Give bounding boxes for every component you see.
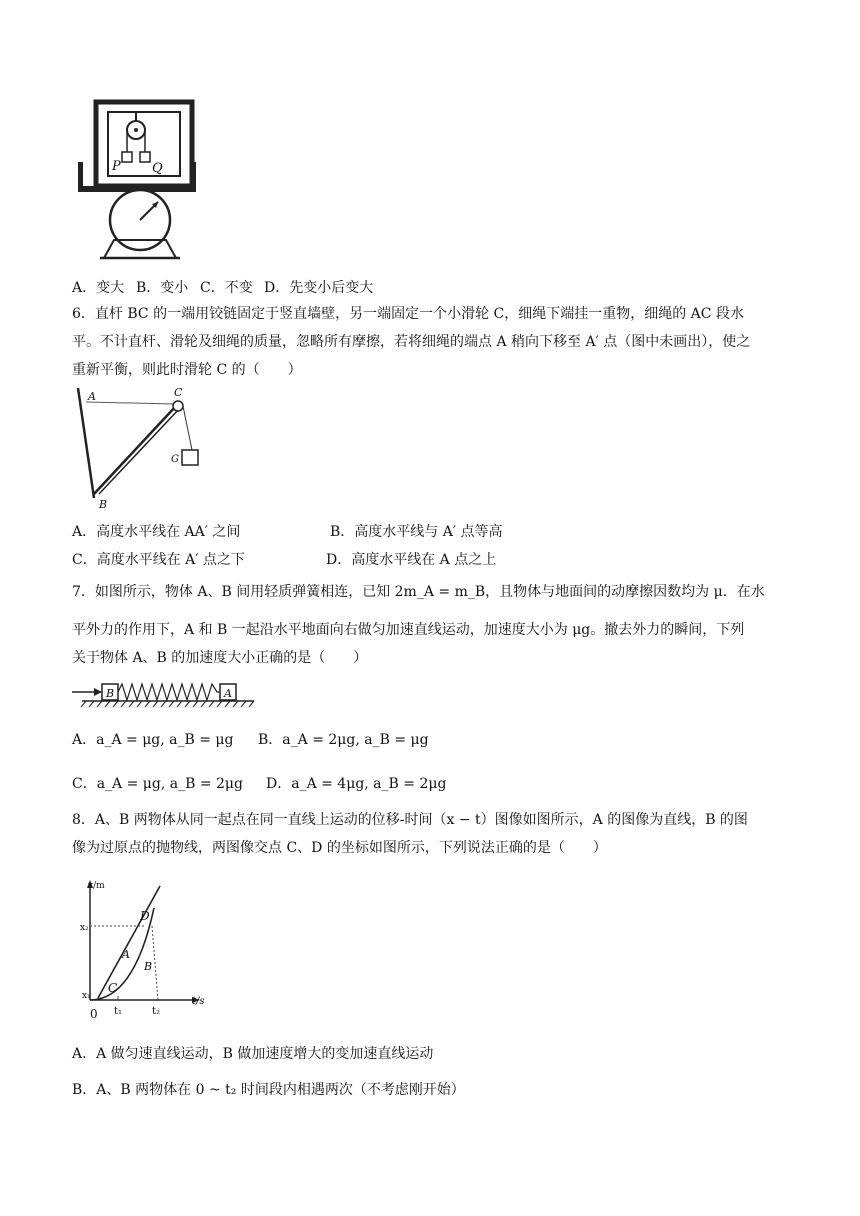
q6-figure-rod-pulley: [74, 388, 204, 513]
q8-label-ylabel: x/m: [88, 881, 105, 891]
q6-stem-line-3: 重新平衡，则此时滑轮 C 的（ ）: [72, 362, 302, 378]
q8-label-a: A: [122, 948, 130, 961]
q7-stem-line-3: 关于物体 A、B 的加速度大小正确的是（ ）: [72, 650, 368, 666]
q7-option-d: D．a_A = 4μg, a_B = 2μg: [266, 776, 447, 792]
q5-figure-scale-pulley: [74, 100, 204, 260]
q8-label-xlabel: t/s: [192, 996, 205, 1007]
q8-stem-line-1: 8．A、B 两物体从同一起点在同一直线上运动的位移-时间（x − t）图像如图所示，A 的图像为直线，B 的图: [72, 812, 748, 828]
q6-label-c: C: [174, 386, 183, 399]
q5-option-d: D．先变小后变大: [264, 280, 374, 296]
q7-label-b: B: [106, 687, 115, 700]
q6-option-a: A．高度水平线在 AA′ 之间: [72, 524, 241, 540]
q5-label-q: Q: [152, 161, 163, 176]
q7-stem-line-2: 平外力的作用下，A 和 B 一起沿水平地面向右做匀加速直线运动，加速度大小为 μg。撤去外力的瞬间，下列: [72, 622, 745, 638]
q6-label-g: G: [171, 454, 179, 465]
q8-label-t2: t₂: [152, 1006, 161, 1017]
q5-option-a: A．变大: [72, 280, 125, 296]
q7-option-c: C．a_A = μg, a_B = 2μg: [72, 776, 243, 792]
q8-stem-line-2: 像为过原点的抛物线，两图像交点 C、D 的坐标如图所示，下列说法正确的是（ ）: [72, 840, 607, 856]
q5-option-c: C．不变: [200, 280, 253, 296]
q8-label-d: D: [140, 909, 150, 923]
q7-option-a: A．a_A = μg, a_B = μg: [72, 732, 234, 748]
q7-option-b: B．a_A = 2μg, a_B = μg: [258, 732, 429, 748]
q8-label-x2: x₂: [80, 923, 89, 933]
q8-label-x1: x₁: [82, 991, 91, 1001]
q7-figure-spring-blocks: [72, 680, 262, 710]
q5-option-b: B．变小: [136, 280, 189, 296]
q8-option-a: A．A 做匀速直线运动，B 做加速度增大的变加速直线运动: [72, 1046, 434, 1062]
q7-label-a: A: [224, 687, 232, 700]
q6-option-c: C．高度水平线在 A′ 点之下: [72, 552, 245, 568]
q5-label-p: P: [112, 159, 121, 174]
q8-option-b: B．A、B 两物体在 0 ~ t₂ 时间段内相遇两次（不考虑刚开始）: [72, 1082, 465, 1098]
q8-label-origin: 0: [90, 1007, 98, 1021]
q6-label-b: B: [99, 498, 108, 511]
q8-label-t1: t₁: [114, 1006, 123, 1017]
q6-stem-line-1: 6．直杆 BC 的一端用铰链固定于竖直墙壁，另一端固定一个小滑轮 C，细绳下端挂一重物，细绳的 AC 段水: [72, 306, 744, 322]
q8-figure-x-t-graph: [74, 878, 224, 1023]
q6-stem-line-2: 平。不计直杆、滑轮及细绳的质量，忽略所有摩擦，若将细绳的端点 A 稍向下移至 A′ 点（图中未画出），使之: [72, 334, 751, 350]
q6-option-d: D．高度水平线在 A 点之上: [326, 552, 497, 568]
q8-label-c: C: [108, 981, 118, 995]
q8-label-b: B: [144, 960, 153, 973]
q7-stem-line-1: 7．如图所示，物体 A、B 间用轻质弹簧相连，已知 2m_A = m_B，且物体与地面间的动摩擦因数均为 μ．在水: [72, 584, 765, 600]
q6-label-a: A: [88, 390, 96, 403]
q6-option-b: B．高度水平线与 A′ 点等高: [330, 524, 503, 540]
